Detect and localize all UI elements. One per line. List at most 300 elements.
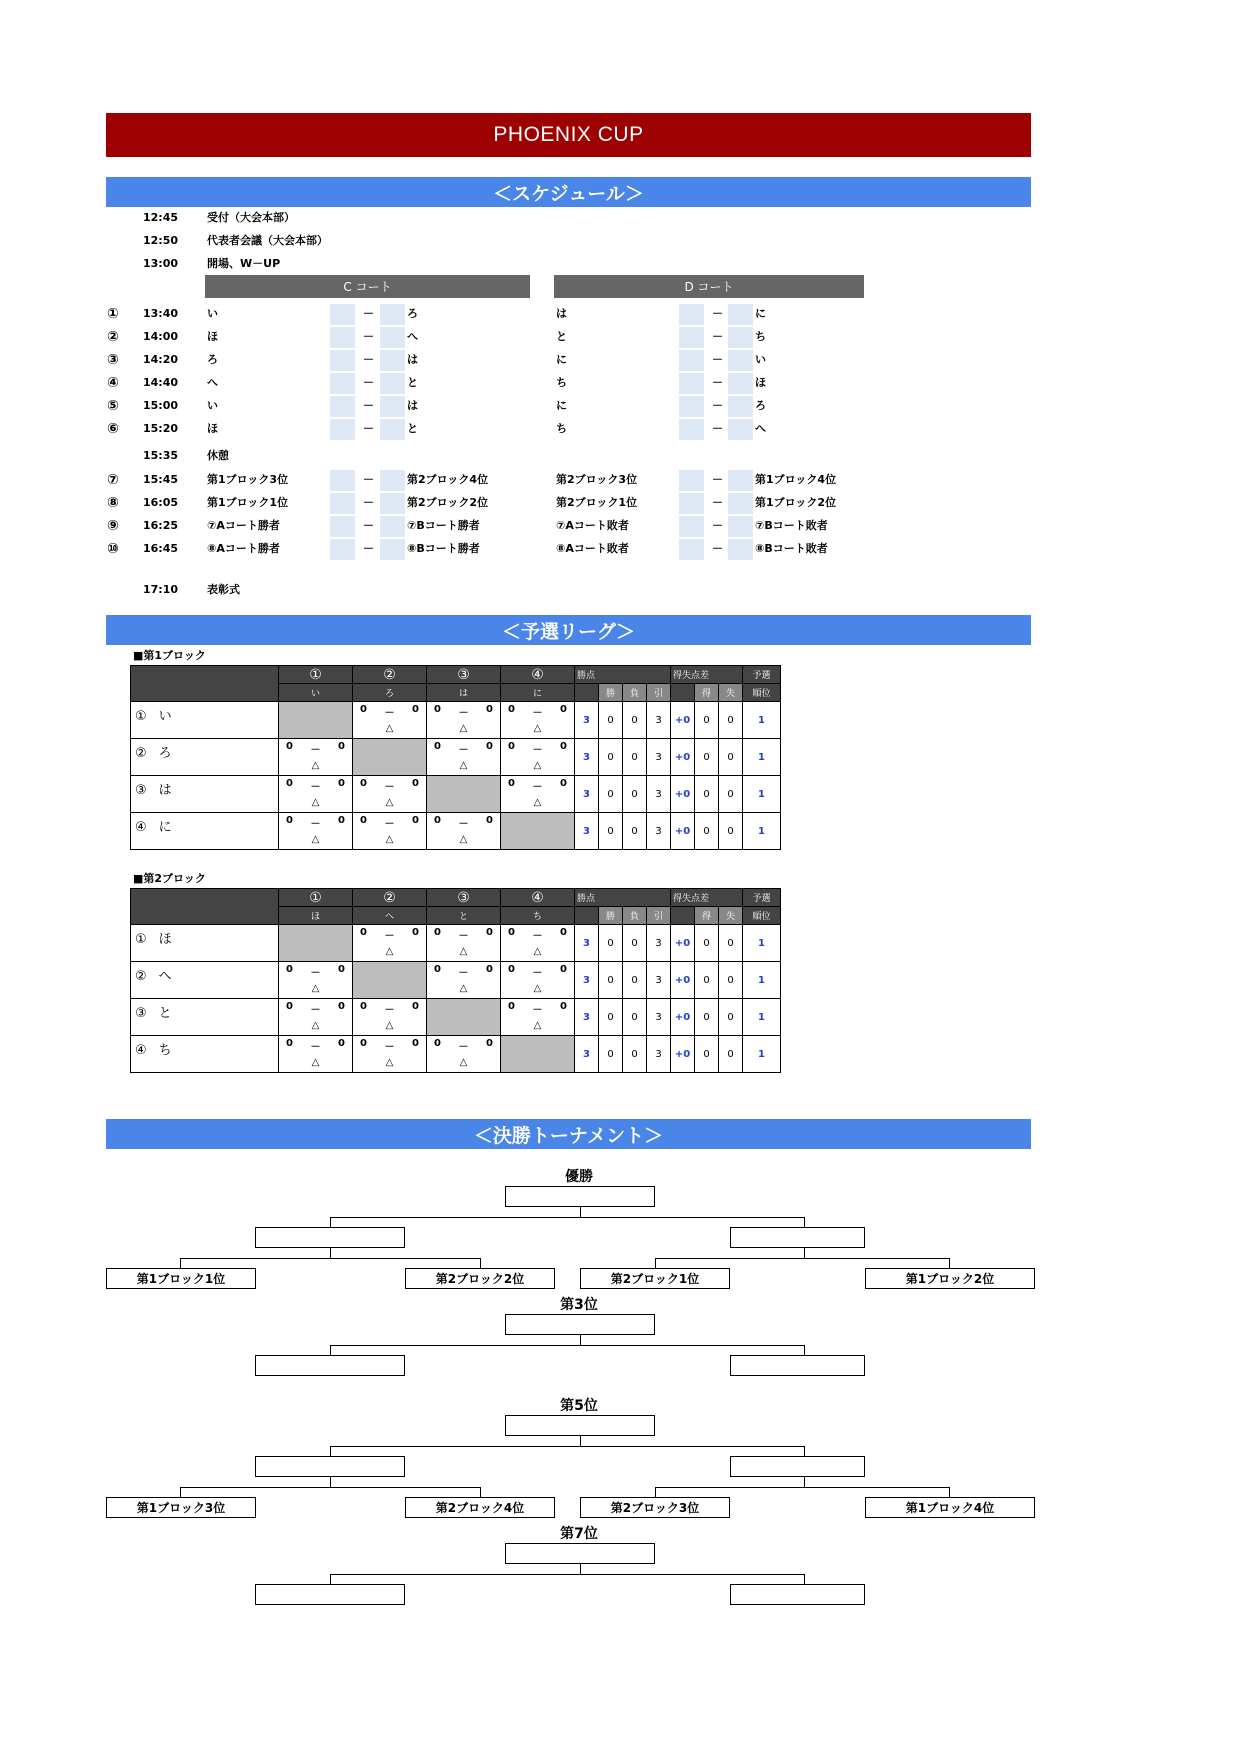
match-time: 15:00 bbox=[143, 399, 179, 412]
c-court-team-2: は bbox=[407, 399, 418, 412]
goal-diff-cell: +0 bbox=[671, 702, 695, 739]
c-court-score-1[interactable] bbox=[330, 396, 355, 417]
d-court-team-2: い bbox=[755, 353, 766, 366]
placement-result-box[interactable] bbox=[505, 1543, 655, 1564]
match-time: 16:05 bbox=[143, 496, 179, 509]
placement-team-box[interactable] bbox=[255, 1355, 405, 1376]
score-away: 0 bbox=[560, 704, 567, 715]
schedule-section-header: ＜スケジュール＞ bbox=[106, 177, 1031, 207]
bracket-line bbox=[655, 1487, 950, 1488]
score-away: 0 bbox=[486, 964, 493, 975]
semi-final-box[interactable] bbox=[730, 1456, 865, 1477]
score-home: 0 bbox=[360, 927, 367, 938]
d-court-team-1: に bbox=[556, 353, 567, 366]
d-court-score-1[interactable] bbox=[679, 493, 704, 514]
score-home: 0 bbox=[286, 741, 293, 752]
block-title: ■第2ブロック bbox=[133, 872, 206, 885]
goals-against-cell: 0 bbox=[719, 962, 743, 999]
match-result-cell[interactable] bbox=[427, 739, 501, 776]
schedule-time: 13:00 bbox=[143, 257, 179, 270]
score-home: 0 bbox=[508, 704, 515, 715]
seed-label: 第1ブロック3位 bbox=[106, 1497, 256, 1518]
team-cell bbox=[131, 999, 279, 1036]
match-result-cell[interactable] bbox=[353, 925, 427, 962]
d-court-score-2[interactable] bbox=[728, 539, 753, 560]
match-result-cell[interactable] bbox=[427, 813, 501, 850]
match-number: ③ bbox=[107, 352, 119, 368]
goals-for-cell: 0 bbox=[695, 702, 719, 739]
match-number: ④ bbox=[107, 375, 119, 391]
c-court-team-2: ⑦Bコート勝者 bbox=[407, 519, 480, 532]
score-home: 0 bbox=[508, 1001, 515, 1012]
score-home: 0 bbox=[360, 704, 367, 715]
score-home: 0 bbox=[360, 815, 367, 826]
lose-count: 0 bbox=[623, 999, 647, 1036]
score-home: 0 bbox=[286, 815, 293, 826]
result-mark: △ bbox=[459, 760, 468, 771]
d-court-score-2[interactable] bbox=[728, 396, 753, 417]
d-court-score-2[interactable] bbox=[728, 373, 753, 394]
placement-result-box[interactable] bbox=[505, 1314, 655, 1335]
c-court-score-2[interactable] bbox=[380, 373, 405, 394]
opponent-number: ③ bbox=[427, 889, 501, 907]
d-court-team-2: へ bbox=[755, 422, 766, 435]
team-name: へ bbox=[158, 969, 172, 984]
score-away: 0 bbox=[486, 815, 493, 826]
d-court-team-1: 第2ブロック1位 bbox=[556, 496, 638, 509]
bracket-line bbox=[330, 1446, 331, 1456]
match-result-cell[interactable] bbox=[427, 702, 501, 739]
c-court-score-1[interactable] bbox=[330, 539, 355, 560]
points-cell: 3 bbox=[575, 702, 599, 739]
d-court-score-1[interactable] bbox=[679, 419, 704, 440]
score-separator: － bbox=[310, 819, 321, 830]
c-court-team-2: ろ bbox=[407, 307, 418, 320]
points-cell: 3 bbox=[575, 776, 599, 813]
bracket-line bbox=[580, 1207, 581, 1217]
third-place-title: 第3位 bbox=[560, 1297, 598, 1313]
score-separator: － bbox=[458, 708, 469, 719]
match-result-cell[interactable] bbox=[501, 702, 575, 739]
draw-count: 3 bbox=[647, 813, 671, 850]
bracket-line bbox=[180, 1258, 480, 1259]
match-result-cell[interactable] bbox=[427, 962, 501, 999]
c-court-dash: － bbox=[363, 353, 374, 366]
team-cell bbox=[131, 925, 279, 962]
result-mark: △ bbox=[385, 723, 394, 734]
bracket-line bbox=[804, 1345, 805, 1355]
goal-diff-cell: +0 bbox=[671, 999, 695, 1036]
d-court-score-1[interactable] bbox=[679, 516, 704, 537]
table-row bbox=[131, 925, 781, 962]
score-separator: － bbox=[310, 1042, 321, 1053]
team-number: ② bbox=[135, 969, 147, 984]
c-court-team-1: ⑧Aコート勝者 bbox=[207, 542, 280, 555]
seed-label: 第2ブロック2位 bbox=[405, 1268, 555, 1289]
c-court-team-1: い bbox=[207, 399, 218, 412]
corner-cell bbox=[131, 889, 279, 925]
d-court-score-1[interactable] bbox=[679, 373, 704, 394]
score-away: 0 bbox=[560, 1001, 567, 1012]
d-court-score-2[interactable] bbox=[728, 304, 753, 325]
c-court-score-1[interactable] bbox=[330, 516, 355, 537]
points-cell: 3 bbox=[575, 999, 599, 1036]
match-result-cell[interactable] bbox=[427, 925, 501, 962]
table-row bbox=[131, 813, 781, 850]
opponent-name: に bbox=[501, 684, 575, 702]
draw-count: 3 bbox=[647, 776, 671, 813]
score-separator: － bbox=[458, 931, 469, 942]
bracket-line bbox=[804, 1217, 805, 1227]
self-match-cell bbox=[353, 962, 427, 999]
goals-for-cell: 0 bbox=[695, 813, 719, 850]
semi-final-box[interactable] bbox=[255, 1227, 405, 1248]
score-home: 0 bbox=[360, 778, 367, 789]
points-cell: 3 bbox=[575, 962, 599, 999]
match-result-cell[interactable] bbox=[353, 702, 427, 739]
match-result-cell[interactable] bbox=[501, 776, 575, 813]
c-court-team-2: 第2ブロック4位 bbox=[407, 473, 489, 486]
placement-team-box[interactable] bbox=[730, 1355, 865, 1376]
match-result-cell[interactable] bbox=[501, 962, 575, 999]
page-title: PHOENIX CUP bbox=[106, 113, 1031, 157]
semi-final-box[interactable] bbox=[255, 1456, 405, 1477]
score-separator: － bbox=[384, 1005, 395, 1016]
score-separator: － bbox=[384, 819, 395, 830]
result-mark: △ bbox=[533, 760, 542, 771]
team-cell bbox=[131, 1036, 279, 1073]
score-home: 0 bbox=[286, 1001, 293, 1012]
opponent-number: ④ bbox=[501, 666, 575, 684]
match-result-cell[interactable] bbox=[353, 776, 427, 813]
c-court-team-2: ⑧Bコート勝者 bbox=[407, 542, 480, 555]
result-mark: △ bbox=[311, 1020, 320, 1031]
score-home: 0 bbox=[360, 1001, 367, 1012]
score-separator: － bbox=[384, 782, 395, 793]
court-c-header: C コート bbox=[205, 275, 530, 298]
bracket-line bbox=[480, 1487, 481, 1497]
d-court-dash: － bbox=[712, 376, 723, 389]
team-cell bbox=[131, 962, 279, 999]
score-separator: － bbox=[310, 745, 321, 756]
self-match-cell bbox=[279, 925, 353, 962]
placement-team-box[interactable] bbox=[730, 1584, 865, 1605]
bracket-line bbox=[949, 1258, 950, 1268]
match-number: ⑧ bbox=[107, 495, 119, 511]
rank-cell: 1 bbox=[743, 813, 781, 850]
d-court-team-2: に bbox=[755, 307, 766, 320]
lose-count: 0 bbox=[623, 925, 647, 962]
score-separator: － bbox=[532, 1005, 543, 1016]
team-name: ほ bbox=[158, 932, 172, 947]
win-header: 勝 bbox=[599, 907, 623, 925]
score-away: 0 bbox=[560, 778, 567, 789]
final-result-box[interactable] bbox=[505, 1415, 655, 1436]
team-number: ③ bbox=[135, 1006, 147, 1021]
d-court-team-2: ⑧Bコート敗者 bbox=[755, 542, 828, 555]
result-mark: △ bbox=[311, 834, 320, 845]
points-header: 勝点 bbox=[575, 889, 671, 907]
result-mark: △ bbox=[311, 797, 320, 808]
win-count: 0 bbox=[599, 739, 623, 776]
c-court-score-1[interactable] bbox=[330, 327, 355, 348]
match-result-cell[interactable] bbox=[353, 999, 427, 1036]
points-sub-blank bbox=[575, 684, 599, 702]
bracket-line bbox=[804, 1248, 805, 1258]
bracket-line bbox=[330, 1217, 331, 1227]
match-result-cell[interactable] bbox=[501, 999, 575, 1036]
opponent-number: ① bbox=[279, 666, 353, 684]
match-number: ⑤ bbox=[107, 398, 119, 414]
c-court-score-2[interactable] bbox=[380, 350, 405, 371]
d-court-score-1[interactable] bbox=[679, 350, 704, 371]
d-court-score-2[interactable] bbox=[728, 493, 753, 514]
d-court-score-1[interactable] bbox=[679, 304, 704, 325]
score-away: 0 bbox=[412, 815, 419, 826]
d-court-score-2[interactable] bbox=[728, 327, 753, 348]
match-time: 15:20 bbox=[143, 422, 179, 435]
c-court-score-2[interactable] bbox=[380, 419, 405, 440]
team-name: と bbox=[158, 1006, 172, 1021]
bracket-line bbox=[655, 1258, 656, 1268]
d-court-team-1: 第2ブロック3位 bbox=[556, 473, 638, 486]
team-number: ④ bbox=[135, 820, 147, 835]
c-court-team-2: へ bbox=[407, 330, 418, 343]
bracket-line bbox=[330, 1574, 331, 1584]
self-match-cell bbox=[279, 702, 353, 739]
match-result-cell[interactable] bbox=[501, 925, 575, 962]
d-court-team-2: ⑦Bコート敗者 bbox=[755, 519, 828, 532]
final-result-box[interactable] bbox=[505, 1186, 655, 1207]
d-court-score-1[interactable] bbox=[679, 539, 704, 560]
d-court-dash: － bbox=[712, 307, 723, 320]
schedule-time: 12:50 bbox=[143, 234, 179, 247]
team-name: ち bbox=[158, 1043, 172, 1058]
match-result-cell[interactable] bbox=[427, 1036, 501, 1073]
tournament-section-header: ＜決勝トーナメント＞ bbox=[106, 1119, 1031, 1149]
score-away: 0 bbox=[560, 741, 567, 752]
result-mark: △ bbox=[533, 946, 542, 957]
score-away: 0 bbox=[486, 704, 493, 715]
self-match-cell bbox=[427, 999, 501, 1036]
score-home: 0 bbox=[434, 704, 441, 715]
block-1-container bbox=[130, 647, 781, 850]
c-court-team-1: ほ bbox=[207, 330, 218, 343]
fifth-place-title: 第5位 bbox=[560, 1398, 598, 1414]
score-away: 0 bbox=[412, 778, 419, 789]
match-time: 14:00 bbox=[143, 330, 179, 343]
bracket-line bbox=[330, 1477, 331, 1487]
seed-label: 第1ブロック1位 bbox=[106, 1268, 256, 1289]
score-away: 0 bbox=[412, 704, 419, 715]
win-count: 0 bbox=[599, 1036, 623, 1073]
match-result-cell[interactable] bbox=[501, 739, 575, 776]
points-cell: 3 bbox=[575, 813, 599, 850]
lose-count: 0 bbox=[623, 813, 647, 850]
d-court-score-2[interactable] bbox=[728, 470, 753, 491]
seed-label: 第2ブロック1位 bbox=[580, 1268, 730, 1289]
bracket-line bbox=[949, 1487, 950, 1497]
rank-header-top: 予選 bbox=[743, 666, 781, 684]
c-court-score-1[interactable] bbox=[330, 493, 355, 514]
rank-cell: 1 bbox=[743, 739, 781, 776]
goals-for-cell: 0 bbox=[695, 962, 719, 999]
match-result-cell[interactable] bbox=[279, 813, 353, 850]
result-mark: △ bbox=[459, 946, 468, 957]
rank-cell: 1 bbox=[743, 1036, 781, 1073]
draw-header: 引 bbox=[647, 684, 671, 702]
match-number: ⑥ bbox=[107, 421, 119, 437]
c-court-score-2[interactable] bbox=[380, 327, 405, 348]
score-home: 0 bbox=[434, 741, 441, 752]
opponent-number: ① bbox=[279, 889, 353, 907]
self-match-cell bbox=[353, 739, 427, 776]
result-mark: △ bbox=[385, 1020, 394, 1031]
placement-team-box[interactable] bbox=[255, 1584, 405, 1605]
result-mark: △ bbox=[533, 1020, 542, 1031]
seventh-place-title: 第7位 bbox=[560, 1526, 598, 1542]
goal-diff-cell: +0 bbox=[671, 813, 695, 850]
result-mark: △ bbox=[385, 834, 394, 845]
c-court-score-2[interactable] bbox=[380, 396, 405, 417]
c-court-dash: － bbox=[363, 519, 374, 532]
match-time: 14:40 bbox=[143, 376, 179, 389]
goals-for-header: 得 bbox=[695, 907, 719, 925]
goals-against-cell: 0 bbox=[719, 739, 743, 776]
match-result-cell[interactable] bbox=[279, 776, 353, 813]
bracket-line bbox=[655, 1258, 950, 1259]
c-court-score-1[interactable] bbox=[330, 304, 355, 325]
score-away: 0 bbox=[338, 815, 345, 826]
score-separator: － bbox=[532, 782, 543, 793]
league-table bbox=[130, 665, 781, 850]
score-away: 0 bbox=[412, 927, 419, 938]
c-court-score-2[interactable] bbox=[380, 516, 405, 537]
score-home: 0 bbox=[286, 778, 293, 789]
bracket-line bbox=[180, 1258, 181, 1268]
c-court-score-1[interactable] bbox=[330, 419, 355, 440]
c-court-dash: － bbox=[363, 307, 374, 320]
c-court-dash: － bbox=[363, 473, 374, 486]
c-court-score-1[interactable] bbox=[330, 350, 355, 371]
rank-cell: 1 bbox=[743, 962, 781, 999]
opponent-number: ③ bbox=[427, 666, 501, 684]
match-result-cell[interactable] bbox=[279, 999, 353, 1036]
bracket-line bbox=[480, 1258, 481, 1268]
match-number: ⑩ bbox=[107, 541, 119, 557]
block-title: ■第1ブロック bbox=[133, 649, 206, 662]
d-court-dash: － bbox=[712, 473, 723, 486]
c-court-score-2[interactable] bbox=[380, 470, 405, 491]
d-court-score-2[interactable] bbox=[728, 350, 753, 371]
team-number: ② bbox=[135, 746, 147, 761]
d-court-score-2[interactable] bbox=[728, 419, 753, 440]
d-court-score-2[interactable] bbox=[728, 516, 753, 537]
semi-final-box[interactable] bbox=[730, 1227, 865, 1248]
c-court-team-1: へ bbox=[207, 376, 218, 389]
award-text: 表彰式 bbox=[207, 583, 240, 596]
goal-diff-cell: +0 bbox=[671, 739, 695, 776]
c-court-score-1[interactable] bbox=[330, 373, 355, 394]
goals-against-cell: 0 bbox=[719, 1036, 743, 1073]
c-court-team-1: ⑦Aコート勝者 bbox=[207, 519, 280, 532]
opponent-number: ④ bbox=[501, 889, 575, 907]
c-court-team-1: い bbox=[207, 307, 218, 320]
team-cell bbox=[131, 776, 279, 813]
c-court-team-2: と bbox=[407, 422, 418, 435]
match-result-cell[interactable] bbox=[279, 1036, 353, 1073]
c-court-score-1[interactable] bbox=[330, 470, 355, 491]
match-time: 13:40 bbox=[143, 307, 179, 320]
c-court-score-2[interactable] bbox=[380, 539, 405, 560]
score-separator: － bbox=[532, 745, 543, 756]
match-time: 15:45 bbox=[143, 473, 179, 486]
bracket-line bbox=[180, 1487, 181, 1497]
bracket-line bbox=[330, 1345, 805, 1346]
score-separator: － bbox=[310, 782, 321, 793]
result-mark: △ bbox=[459, 1057, 468, 1068]
d-court-team-2: ろ bbox=[755, 399, 766, 412]
score-separator: － bbox=[458, 968, 469, 979]
win-header: 勝 bbox=[599, 684, 623, 702]
result-mark: △ bbox=[385, 1057, 394, 1068]
bracket-line bbox=[580, 1564, 581, 1574]
league-section-header: ＜予選リーグ＞ bbox=[106, 615, 1031, 645]
match-result-cell[interactable] bbox=[353, 813, 427, 850]
score-home: 0 bbox=[508, 927, 515, 938]
opponent-name: ほ bbox=[279, 907, 353, 925]
match-result-cell[interactable] bbox=[279, 739, 353, 776]
goal-diff-header: 得失点差 bbox=[671, 666, 743, 684]
table-row bbox=[131, 702, 781, 739]
goals-against-header: 失 bbox=[719, 907, 743, 925]
d-court-dash: － bbox=[712, 496, 723, 509]
score-separator: － bbox=[310, 968, 321, 979]
c-court-score-2[interactable] bbox=[380, 493, 405, 514]
goals-against-cell: 0 bbox=[719, 776, 743, 813]
block-2-container bbox=[130, 870, 781, 1073]
d-court-dash: － bbox=[712, 519, 723, 532]
score-home: 0 bbox=[360, 1038, 367, 1049]
d-court-score-1[interactable] bbox=[679, 396, 704, 417]
win-count: 0 bbox=[599, 962, 623, 999]
schedule-text: 受付（大会本部） bbox=[207, 211, 295, 224]
d-court-score-1[interactable] bbox=[679, 327, 704, 348]
goals-for-cell: 0 bbox=[695, 925, 719, 962]
score-separator: － bbox=[384, 1042, 395, 1053]
c-court-team-2: 第2ブロック2位 bbox=[407, 496, 489, 509]
goals-for-cell: 0 bbox=[695, 739, 719, 776]
score-away: 0 bbox=[338, 964, 345, 975]
d-court-team-1: ち bbox=[556, 422, 567, 435]
match-result-cell[interactable] bbox=[279, 962, 353, 999]
bracket-line bbox=[330, 1574, 805, 1575]
opponent-name: と bbox=[427, 907, 501, 925]
d-court-score-1[interactable] bbox=[679, 470, 704, 491]
c-court-score-2[interactable] bbox=[380, 304, 405, 325]
c-court-team-1: ろ bbox=[207, 353, 218, 366]
result-mark: △ bbox=[533, 723, 542, 734]
score-home: 0 bbox=[508, 964, 515, 975]
match-result-cell[interactable] bbox=[353, 1036, 427, 1073]
c-court-team-1: 第1ブロック1位 bbox=[207, 496, 289, 509]
score-away: 0 bbox=[338, 741, 345, 752]
score-away: 0 bbox=[486, 741, 493, 752]
goals-for-cell: 0 bbox=[695, 776, 719, 813]
team-name: は bbox=[158, 783, 172, 798]
d-court-team-2: ち bbox=[755, 330, 766, 343]
schedule-text: 代表者会議（大会本部） bbox=[207, 234, 328, 247]
